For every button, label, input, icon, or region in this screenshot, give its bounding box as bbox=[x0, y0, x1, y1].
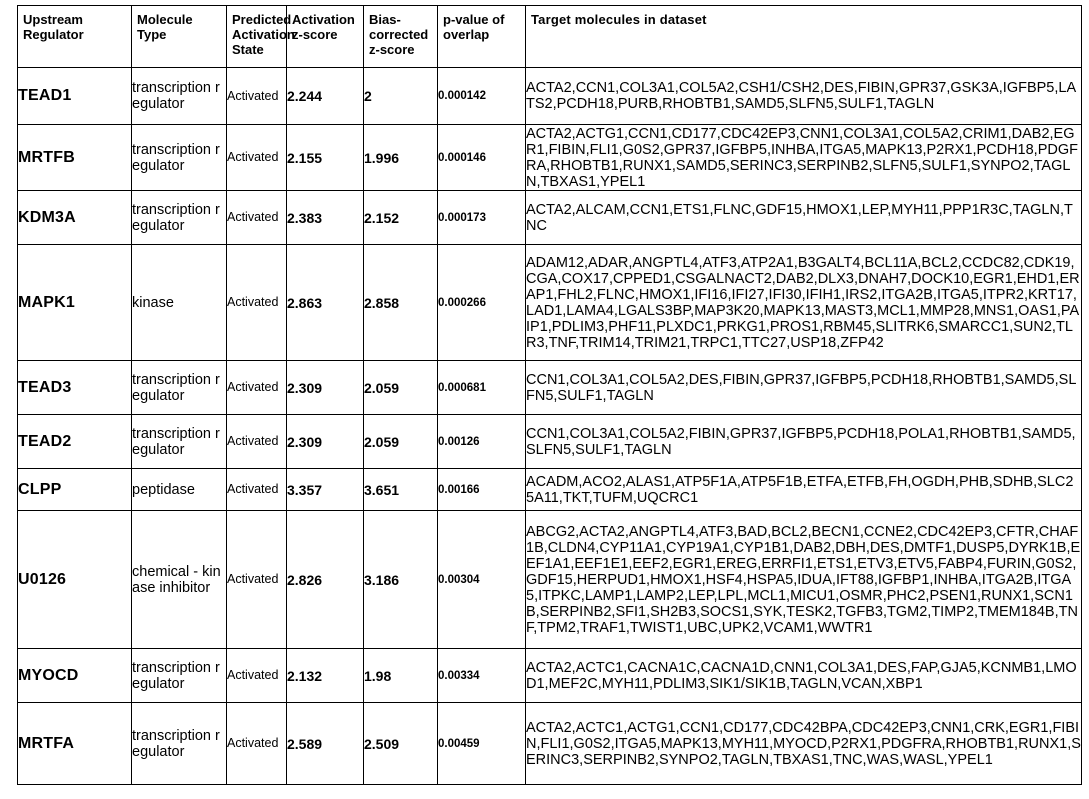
bias-corrected-z-score: 3.651 bbox=[364, 469, 438, 511]
activation-state: Activated bbox=[227, 68, 287, 125]
molecule-type: kinase bbox=[132, 245, 227, 361]
activation-z-score: 2.589 bbox=[287, 703, 364, 785]
regulator-name: KDM3A bbox=[18, 191, 132, 245]
target-molecules: ACTA2,CCN1,COL3A1,COL5A2,CSH1/CSH2,DES,FIBIN,GPR37,GSK3A,IGFBP5,LATS2,PCDH18,PURB,RHOBTB1,SAMD5,SLFN5,SULF1,TAGLN bbox=[526, 68, 1082, 125]
header-p-value-of-overlap: p-value of overlap bbox=[438, 6, 526, 68]
bias-corrected-z-score: 1.98 bbox=[364, 649, 438, 703]
target-molecules: ACTA2,ACTG1,CCN1,CD177,CDC42EP3,CNN1,COL3A1,COL5A2,CRIM1,DAB2,EGR1,FIBIN,FLI1,G0S2,GPR37,IGFBP5,INHBA,ITGA5,MAPK13,P2RX1,PCDH18,PDGFRA,RHOBTB1,RUNX1,SAMD5,SERINC3,SERPINB2,SLFN5,SULF1,SYNPO2,TAGLN,TBXAS1,YPEL1 bbox=[526, 125, 1082, 191]
table-row bbox=[18, 415, 1082, 469]
bias-corrected-z-score: 3.186 bbox=[364, 511, 438, 649]
target-molecules: CCN1,COL3A1,COL5A2,FIBIN,GPR37,IGFBP5,PCDH18,POLA1,RHOBTB1,SAMD5,SLFN5,SULF1,TAGLN bbox=[526, 415, 1082, 469]
bias-corrected-z-score: 2.858 bbox=[364, 245, 438, 361]
activation-state: Activated bbox=[227, 125, 287, 191]
activation-z-score: 2.132 bbox=[287, 649, 364, 703]
regulator-name: U0126 bbox=[18, 511, 132, 649]
target-molecules: ACADM,ACO2,ALAS1,ATP5F1A,ATP5F1B,ETFA,ETFB,FH,OGDH,PHB,SDHB,SLC25A11,TKT,TUFM,UQCRC1 bbox=[526, 469, 1082, 511]
table-row bbox=[18, 125, 1082, 191]
activation-z-score: 2.309 bbox=[287, 361, 364, 415]
p-value: 0.00304 bbox=[438, 511, 526, 649]
activation-state: Activated bbox=[227, 361, 287, 415]
target-molecules: ACTA2,ALCAM,CCN1,ETS1,FLNC,GDF15,HMOX1,LEP,MYH11,PPP1R3C,TAGLN,TNC bbox=[526, 191, 1082, 245]
p-value: 0.000173 bbox=[438, 191, 526, 245]
table-row bbox=[18, 361, 1082, 415]
table-row bbox=[18, 469, 1082, 511]
header-activation-z-score: Activation z-score bbox=[287, 6, 364, 68]
target-molecules: ACTA2,ACTC1,CACNA1C,CACNA1D,CNN1,COL3A1,DES,FAP,GJA5,KCNMB1,LMOD1,MEF2C,MYH11,PDLIM3,SIK1/SIK1B,TAGLN,VCAN,XBP1 bbox=[526, 649, 1082, 703]
molecule-type: transcription regulator bbox=[132, 68, 227, 125]
regulator-name: MRTFB bbox=[18, 125, 132, 191]
activation-state: Activated bbox=[227, 649, 287, 703]
bias-corrected-z-score: 2.059 bbox=[364, 361, 438, 415]
activation-state: Activated bbox=[227, 511, 287, 649]
molecule-type: transcription regulator bbox=[132, 361, 227, 415]
p-value: 0.000142 bbox=[438, 68, 526, 125]
table-row bbox=[18, 68, 1082, 125]
activation-state: Activated bbox=[227, 469, 287, 511]
table-body bbox=[18, 68, 1082, 785]
target-molecules: ABCG2,ACTA2,ANGPTL4,ATF3,BAD,BCL2,BECN1,CCNE2,CDC42EP3,CFTR,CHAF1B,CLDN4,CYP11A1,CYP19A1,CYP1B1,DAB2,DBH,DES,DMTF1,DUSP5,DYRK1B,EEF1A1,EEF1E1,EEF2,EGR1,EREG,ERRFI1,ETS1,ETV3,ETV5,FABP4,FURIN,G0S2,GDF15,HERPUD1,HMOX1,HSF4,HSPA5,IDUA,IFT88,IGFBP1,INHBA,ITGA2B,ITGA5,ITPKC,LAMP1,LAMP2,LEP,LPL,MCL1,MICU1,OSMR,PHC2,PSEN1,RUNX1,SCN1B,SERPINB2,SFI1,SH2B3,SOCS1,SYK,TESK2,TGFB3,TGM2,TIMP2,TMEM184B,TNF,TPM2,TRAF1,TWIST1,UBC,UPK2,VCAM1,WWTR1 bbox=[526, 511, 1082, 649]
p-value: 0.000266 bbox=[438, 245, 526, 361]
table-row bbox=[18, 191, 1082, 245]
bias-corrected-z-score: 2.152 bbox=[364, 191, 438, 245]
header-target-molecules: Target molecules in dataset bbox=[526, 6, 1082, 68]
regulator-name: TEAD1 bbox=[18, 68, 132, 125]
molecule-type: peptidase bbox=[132, 469, 227, 511]
activation-z-score: 2.826 bbox=[287, 511, 364, 649]
molecule-type: chemical - kinase inhibitor bbox=[132, 511, 227, 649]
activation-z-score: 3.357 bbox=[287, 469, 364, 511]
activation-z-score: 2.309 bbox=[287, 415, 364, 469]
regulator-name: MRTFA bbox=[18, 703, 132, 785]
table-row bbox=[18, 245, 1082, 361]
bias-corrected-z-score: 1.996 bbox=[364, 125, 438, 191]
molecule-type: transcription regulator bbox=[132, 649, 227, 703]
header-upstream-regulator: Upstream Regulator bbox=[18, 6, 132, 68]
target-molecules: ADAM12,ADAR,ANGPTL4,ATF3,ATP2A1,B3GALT4,BCL11A,BCL2,CCDC82,CDK19,CGA,COX17,CPPED1,CSGALNACT2,DAB2,DLX3,DNAH7,DOCK10,EGR1,EHD1,ERAP1,FHL2,FLNC,HMOX1,IFI16,IFI27,IFI30,IFIH1,IRS2,ITGA2B,ITGA5,ITPR2,KRT17,LAD1,LAMA4,LGALS3BP,MAP3K20,MAPK13,MAST3,MCL1,MMP28,MNS1,OAS1,PAIP1,PDLIM3,PHF11,PLXDC1,PRKG1,PROS1,RBM45,SLITRK6,SMARCC1,SUN2,TLR3,TNF,TRIM14,TRIM21,TRPC1,TTC27,USP18,ZFP42 bbox=[526, 245, 1082, 361]
molecule-type: transcription regulator bbox=[132, 125, 227, 191]
activation-state: Activated bbox=[227, 703, 287, 785]
regulator-name: CLPP bbox=[18, 469, 132, 511]
header-bias-corrected-z-score: Bias-corrected z-score bbox=[364, 6, 438, 68]
regulator-name: TEAD3 bbox=[18, 361, 132, 415]
target-molecules: ACTA2,ACTC1,ACTG1,CCN1,CD177,CDC42BPA,CDC42EP3,CNN1,CRK,EGR1,FIBIN,FLI1,G0S2,ITGA5,MAPK13,MYH11,MYOCD,P2RX1,PDGFRA,RHOBTB1,RUNX1,SERINC3,SERPINB2,SYNPO2,TAGLN,TBXAS1,TNC,WAS,WASL,YPEL1 bbox=[526, 703, 1082, 785]
table-row bbox=[18, 649, 1082, 703]
activation-state: Activated bbox=[227, 415, 287, 469]
molecule-type: transcription regulator bbox=[132, 703, 227, 785]
p-value: 0.00334 bbox=[438, 649, 526, 703]
regulator-name: MAPK1 bbox=[18, 245, 132, 361]
bias-corrected-z-score: 2.509 bbox=[364, 703, 438, 785]
upstream-regulator-table bbox=[17, 5, 1082, 785]
table-row bbox=[18, 703, 1082, 785]
table-row bbox=[18, 511, 1082, 649]
header-predicted-activation-state: Predicted Activation State bbox=[227, 6, 287, 68]
p-value: 0.00459 bbox=[438, 703, 526, 785]
activation-z-score: 2.244 bbox=[287, 68, 364, 125]
bias-corrected-z-score: 2 bbox=[364, 68, 438, 125]
molecule-type: transcription regulator bbox=[132, 415, 227, 469]
target-molecules: CCN1,COL3A1,COL5A2,DES,FIBIN,GPR37,IGFBP5,PCDH18,RHOBTB1,SAMD5,SLFN5,SULF1,TAGLN bbox=[526, 361, 1082, 415]
regulator-name: MYOCD bbox=[18, 649, 132, 703]
molecule-type: transcription regulator bbox=[132, 191, 227, 245]
activation-z-score: 2.155 bbox=[287, 125, 364, 191]
activation-z-score: 2.863 bbox=[287, 245, 364, 361]
p-value: 0.00126 bbox=[438, 415, 526, 469]
bias-corrected-z-score: 2.059 bbox=[364, 415, 438, 469]
table-header-row bbox=[18, 6, 1082, 68]
p-value: 0.000146 bbox=[438, 125, 526, 191]
p-value: 0.000681 bbox=[438, 361, 526, 415]
header-molecule-type: Molecule Type bbox=[132, 6, 227, 68]
activation-z-score: 2.383 bbox=[287, 191, 364, 245]
p-value: 0.00166 bbox=[438, 469, 526, 511]
activation-state: Activated bbox=[227, 191, 287, 245]
regulator-name: TEAD2 bbox=[18, 415, 132, 469]
activation-state: Activated bbox=[227, 245, 287, 361]
